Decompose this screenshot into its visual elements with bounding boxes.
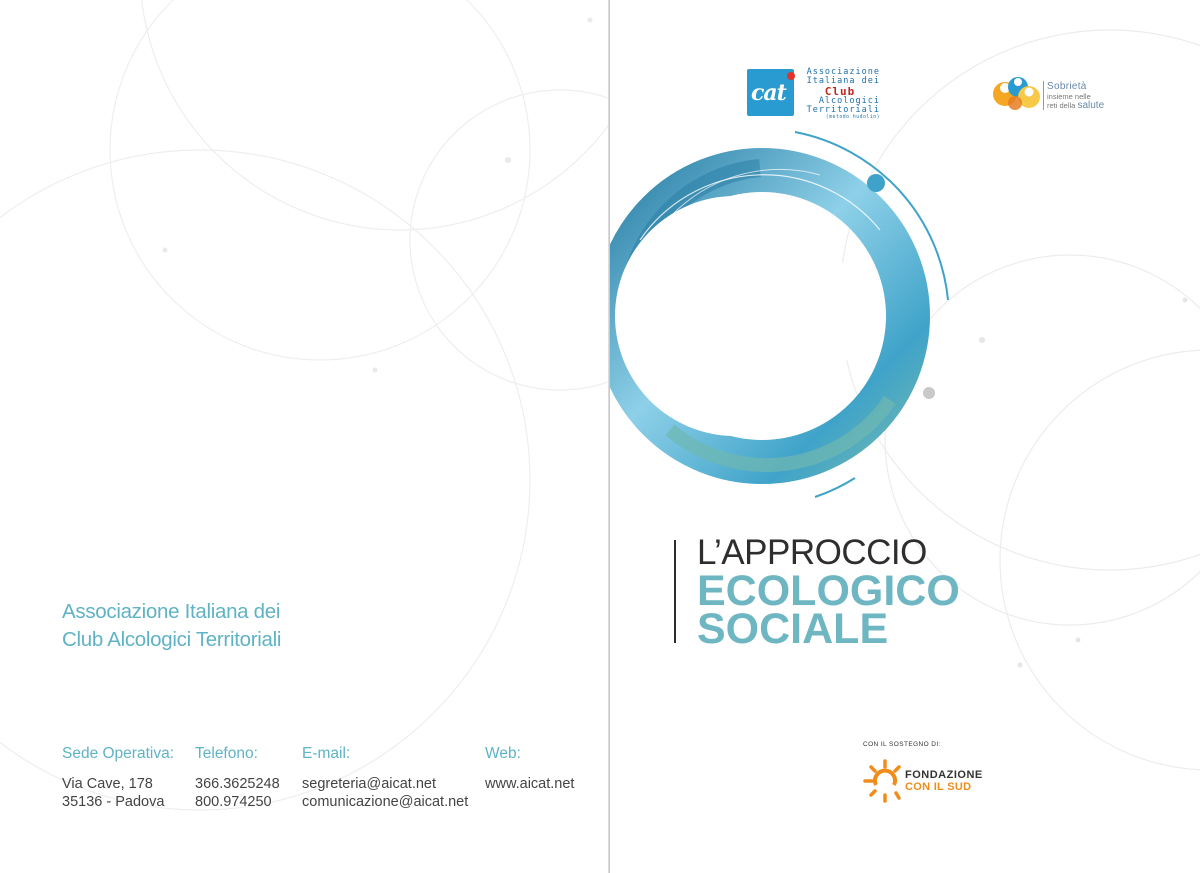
telefono-heading: Telefono:: [195, 745, 258, 762]
sede-address-line-2: 35136 - Padova: [62, 794, 165, 810]
aicat-logo-line-4: Alcologici: [818, 96, 880, 106]
sun-icon: [863, 757, 907, 807]
front-cover: [610, 0, 1200, 873]
aicat-logo-line-2: Italiana dei: [806, 76, 880, 86]
title-line-2: ECOLOGICO: [697, 567, 960, 615]
fondazione-con-il-sud-name: [905, 769, 983, 793]
contact-sede: [62, 745, 174, 811]
title-line-3: SOCIALE: [697, 605, 889, 653]
sobrieta-line-3-word: salute: [1077, 100, 1105, 111]
web-url: www.aicat.net: [485, 776, 575, 792]
document-title: [697, 533, 960, 653]
sponsor-caption: CON IL SOSTEGNO DI:: [863, 741, 941, 748]
telefono-number-2: 800.974250: [195, 794, 272, 810]
telefono-number-1: 366.3625248: [195, 776, 280, 792]
sobrieta-line-3-prefix: reti della: [1047, 101, 1076, 110]
sobrieta-logo-text: [1043, 81, 1104, 110]
organization-name: [62, 598, 281, 654]
email-heading: E-mail:: [302, 745, 351, 762]
sede-address-line-1: Via Cave, 178: [62, 776, 153, 792]
organization-name-line-2: Club Alcologici Territoriali: [62, 628, 282, 651]
aicat-logo-line-3: Club: [824, 85, 856, 98]
aicat-logo-line-1: Associazione: [806, 67, 880, 77]
sobrieta-people-icon: [991, 70, 1043, 116]
sponsor-name-line-2: CON IL SUD: [905, 781, 972, 793]
aicat-monogram: [747, 69, 794, 116]
sobrieta-line-2: insieme nelle: [1047, 92, 1091, 101]
sponsor-block: [863, 741, 983, 793]
sponsor-name-line-1: FONDAZIONE: [905, 769, 983, 781]
sobrieta-logo: [991, 70, 1121, 116]
email-address-1: segreteria@aicat.net: [302, 776, 437, 792]
sobrieta-line-3: [1047, 101, 1104, 110]
aicat-logo-line-6: (metodo hudolin): [825, 115, 880, 120]
aicat-logo-line-5: Territoriali: [806, 105, 880, 115]
sede-heading: Sede Operativa:: [62, 745, 175, 762]
contact-telefono: [195, 745, 280, 811]
title-accent-bar: [674, 540, 676, 643]
organization-name-line-1: Associazione Italiana dei: [62, 600, 281, 623]
aicat-logo-text: [800, 68, 880, 121]
web-heading: Web:: [485, 745, 521, 762]
aicat-logo-icon: [747, 67, 880, 120]
email-address-2: comunicazione@aicat.net: [302, 794, 469, 810]
sobrieta-line-1: Sobrietà: [1047, 81, 1087, 92]
contact-web: [485, 745, 574, 793]
contact-email: [302, 745, 468, 811]
title-line-1: L’APPROCCIO: [697, 533, 927, 572]
aicat-monogram-text: cat: [751, 80, 786, 106]
